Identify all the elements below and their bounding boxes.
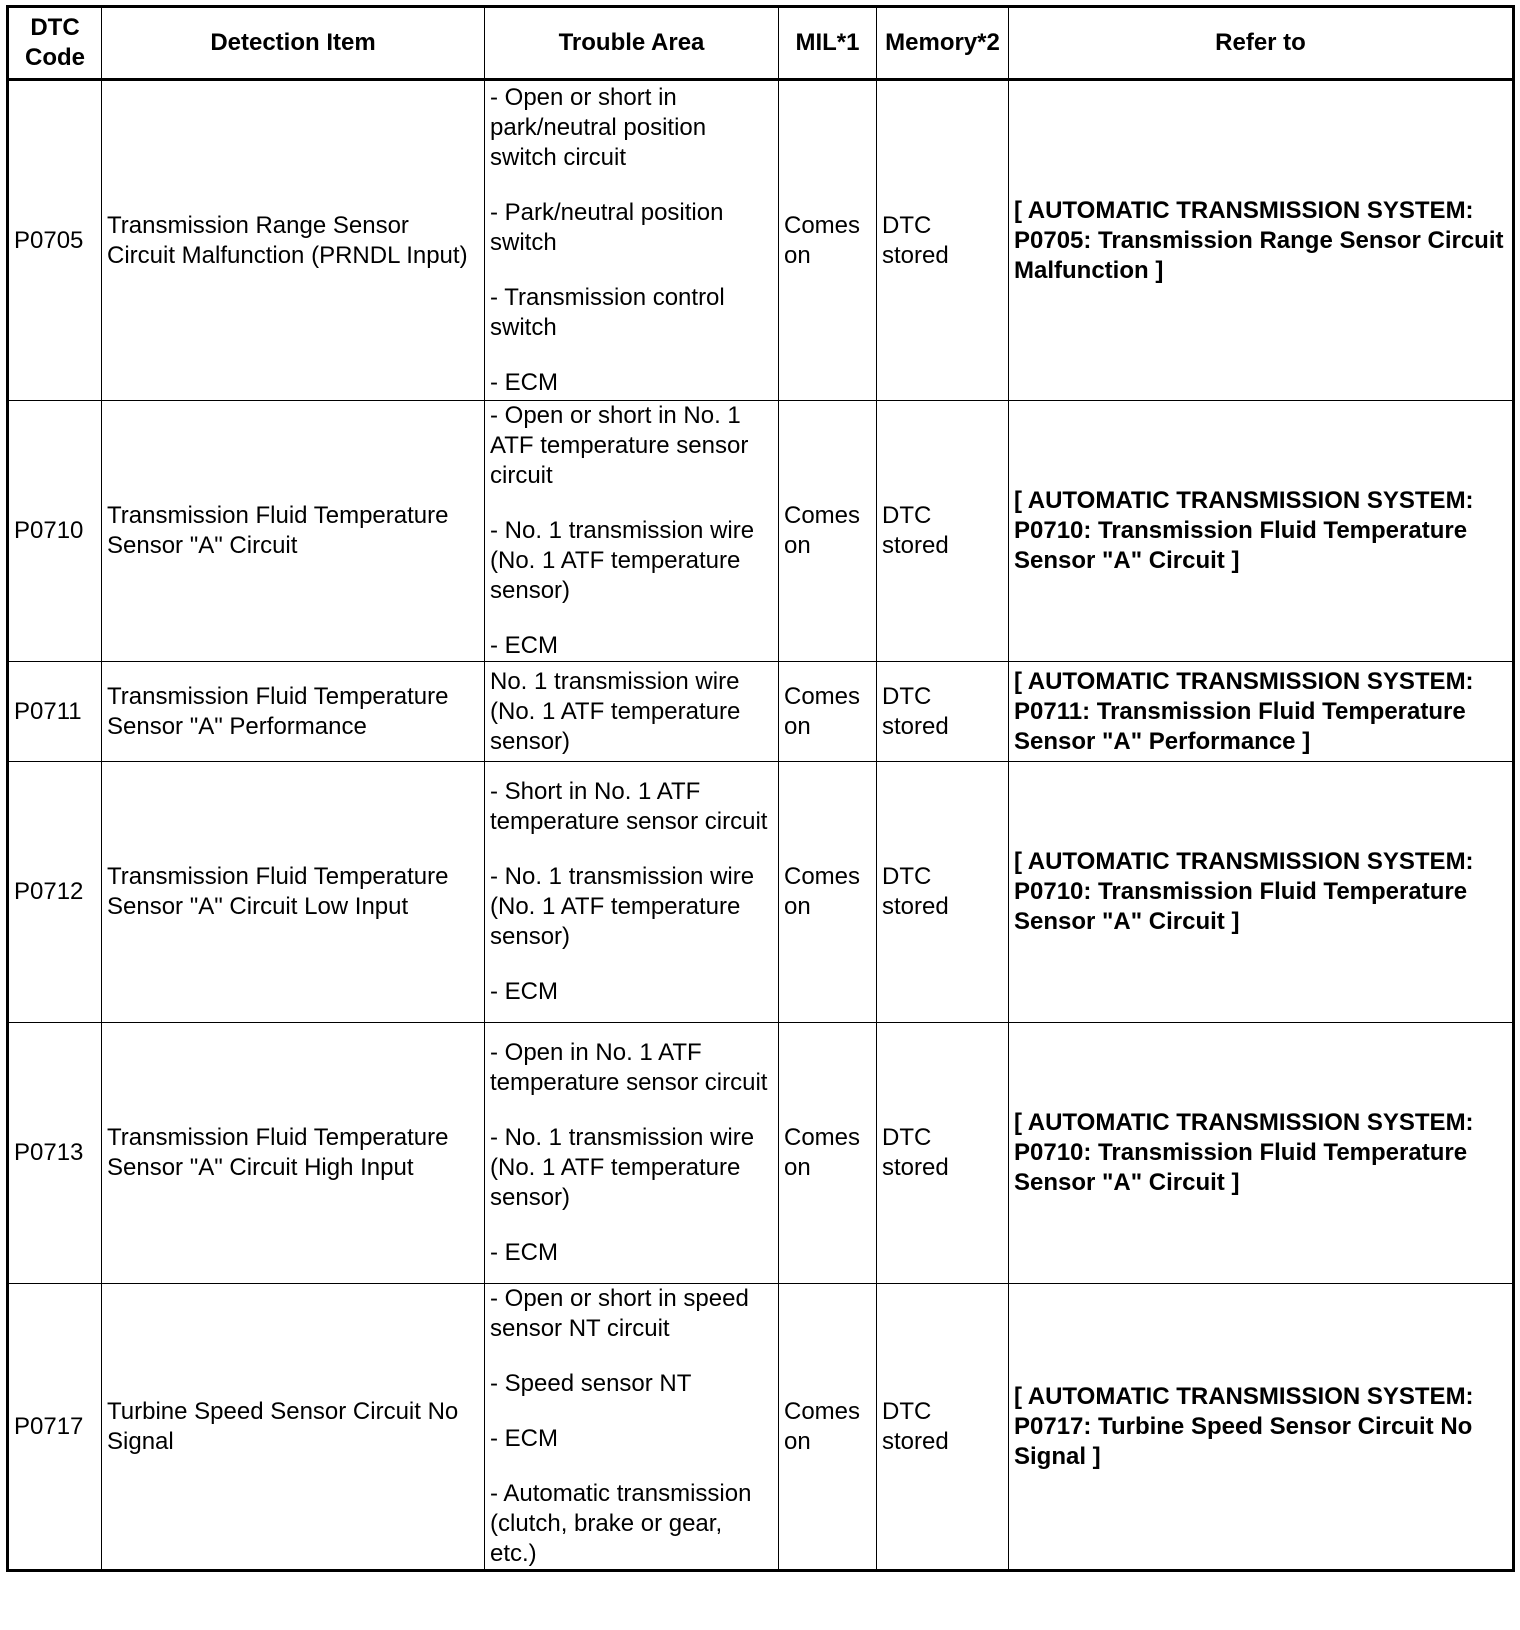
dtc-code-cell: P0717 xyxy=(8,1284,102,1571)
trouble-area-item: - ECM xyxy=(490,1425,558,1452)
memory-cell: DTC stored xyxy=(877,80,1009,401)
trouble-area-cell xyxy=(485,1284,779,1571)
mil-cell: Comes on xyxy=(779,1284,877,1571)
trouble-area-item: - ECM xyxy=(490,1239,558,1266)
memory-cell: DTC stored xyxy=(877,762,1009,1023)
refer-to-link[interactable]: [ AUTOMATIC TRANSMISSION SYSTEM: P0710: Transmission Fluid Temperature Sensor "A" Circuit ] xyxy=(1009,1023,1514,1284)
header-dtc-code xyxy=(8,7,102,80)
trouble-area-item: - Open or short in No. 1 ATF temperature sensor circuit xyxy=(490,402,749,489)
trouble-area-item: - Automatic transmission (clutch, brake or gear, etc.) xyxy=(490,1480,752,1567)
detection-item-cell: Transmission Fluid Temperature Sensor "A" Circuit xyxy=(102,401,485,662)
refer-to-link[interactable]: [ AUTOMATIC TRANSMISSION SYSTEM: P0717: Turbine Speed Sensor Circuit No Signal ] xyxy=(1009,1284,1514,1571)
header-trouble-area: Trouble Area xyxy=(485,7,779,80)
table-row xyxy=(8,80,1514,401)
memory-cell: DTC stored xyxy=(877,1284,1009,1571)
trouble-area-item: - Speed sensor NT xyxy=(490,1370,692,1397)
table-row xyxy=(8,662,1514,762)
trouble-area-item: - ECM xyxy=(490,632,558,659)
mil-cell: Comes on xyxy=(779,401,877,662)
header-mil: MIL*1 xyxy=(779,7,877,80)
table-row xyxy=(8,1284,1514,1571)
trouble-area-item: - Short in No. 1 ATF temperature sensor circuit xyxy=(490,778,768,835)
trouble-area-cell xyxy=(485,80,779,401)
refer-to-link[interactable]: [ AUTOMATIC TRANSMISSION SYSTEM: P0711: Transmission Fluid Temperature Sensor "A" Performance ] xyxy=(1009,662,1514,762)
trouble-area-cell xyxy=(485,1023,779,1284)
table-row xyxy=(8,1023,1514,1284)
mil-cell: Comes on xyxy=(779,662,877,762)
refer-to-link[interactable]: [ AUTOMATIC TRANSMISSION SYSTEM: P0710: Transmission Fluid Temperature Sensor "A" Circuit ] xyxy=(1009,762,1514,1023)
trouble-area-cell xyxy=(485,762,779,1023)
detection-item-cell: Transmission Fluid Temperature Sensor "A" Performance xyxy=(102,662,485,762)
header-refer-to: Refer to xyxy=(1009,7,1514,80)
memory-cell: DTC stored xyxy=(877,1023,1009,1284)
trouble-area-item: - Open or short in park/neutral position switch circuit xyxy=(490,84,707,171)
trouble-area-item: - No. 1 transmission wire (No. 1 ATF temperature sensor) xyxy=(490,517,755,604)
trouble-area-item: - ECM xyxy=(490,369,558,396)
header-memory: Memory*2 xyxy=(877,7,1009,80)
detection-item-cell: Turbine Speed Sensor Circuit No Signal xyxy=(102,1284,485,1571)
memory-cell: DTC stored xyxy=(877,401,1009,662)
trouble-area-item: - ECM xyxy=(490,978,558,1005)
dtc-code-cell: P0705 xyxy=(8,80,102,401)
trouble-area-item: No. 1 transmission wire (No. 1 ATF temperature sensor) xyxy=(490,667,741,755)
trouble-area-item: - Park/neutral position switch xyxy=(490,199,724,256)
trouble-area-item: - Open or short in speed sensor NT circuit xyxy=(490,1285,749,1342)
mil-cell: Comes on xyxy=(779,80,877,401)
header-dtc-code-line1: DTC xyxy=(30,14,80,41)
header-dtc-code-line2: Code xyxy=(25,44,85,71)
dtc-code-cell: P0712 xyxy=(8,762,102,1023)
refer-to-link[interactable]: [ AUTOMATIC TRANSMISSION SYSTEM: P0710: Transmission Fluid Temperature Sensor "A" Circuit ] xyxy=(1009,401,1514,662)
detection-item-cell: Transmission Fluid Temperature Sensor "A" Circuit Low Input xyxy=(102,762,485,1023)
table-row xyxy=(8,762,1514,1023)
trouble-area-cell xyxy=(485,662,779,762)
detection-item-cell: Transmission Fluid Temperature Sensor "A" Circuit High Input xyxy=(102,1023,485,1284)
trouble-area-item: - Transmission control switch xyxy=(490,284,725,341)
trouble-area-item: - Open in No. 1 ATF temperature sensor circuit xyxy=(490,1039,768,1096)
header-detection-item: Detection Item xyxy=(102,7,485,80)
dtc-code-cell: P0710 xyxy=(8,401,102,662)
dtc-code-cell: P0713 xyxy=(8,1023,102,1284)
dtc-table xyxy=(6,5,1515,1572)
mil-cell: Comes on xyxy=(779,1023,877,1284)
mil-cell: Comes on xyxy=(779,762,877,1023)
detection-item-cell: Transmission Range Sensor Circuit Malfunction (PRNDL Input) xyxy=(102,80,485,401)
refer-to-link[interactable]: [ AUTOMATIC TRANSMISSION SYSTEM: P0705: Transmission Range Sensor Circuit Malfunction ] xyxy=(1009,80,1514,401)
memory-cell: DTC stored xyxy=(877,662,1009,762)
dtc-code-cell: P0711 xyxy=(8,662,102,762)
trouble-area-cell xyxy=(485,401,779,662)
header-row xyxy=(8,7,1514,80)
trouble-area-item: - No. 1 transmission wire (No. 1 ATF temperature sensor) xyxy=(490,863,755,950)
table-row xyxy=(8,401,1514,662)
trouble-area-item: - No. 1 transmission wire (No. 1 ATF temperature sensor) xyxy=(490,1124,755,1211)
